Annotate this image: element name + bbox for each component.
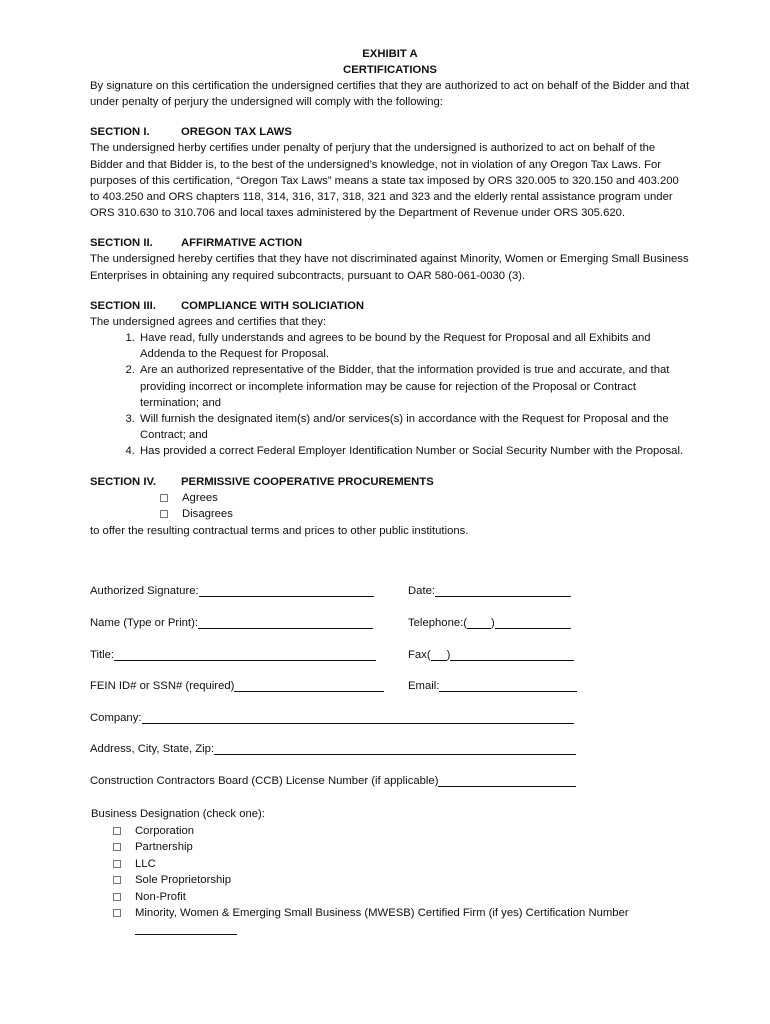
fein-label: FEIN ID# or SSN# (required)	[90, 680, 235, 692]
section-4-tail: to offer the resulting contractual terms and prices to other public institutions.	[90, 524, 469, 537]
disagrees-label: Disagrees	[182, 508, 233, 521]
mwesb-checkbox[interactable]	[113, 909, 121, 917]
certifications-title: CERTIFICATIONS	[343, 64, 437, 76]
partnership-checkbox[interactable]	[113, 843, 121, 851]
title-row	[90, 648, 574, 661]
section-2-heading	[90, 235, 690, 251]
date-label: Date:	[408, 585, 436, 597]
company-row	[90, 711, 574, 724]
telephone-area-input[interactable]	[467, 616, 491, 629]
title-input[interactable]	[114, 648, 376, 661]
business-option-non-profit[interactable]	[91, 889, 629, 906]
ccb-input[interactable]	[438, 774, 576, 787]
fein-input[interactable]	[234, 679, 384, 692]
option-label: Partnership	[135, 841, 193, 853]
section-2-title: AFFIRMATIVE ACTION	[181, 237, 303, 250]
telephone-paren: )	[491, 617, 495, 629]
section-2-body: The undersigned hereby certifies that they have not discriminated against Minority, Women or Emerging Small Business Enterprises in obtaining any required subcontracts, pursuant to OAR 580-061-0030 (3).	[90, 253, 689, 282]
email-label: Email:	[408, 680, 440, 692]
section-3-lead: The undersigned agrees and certifies that they:	[90, 315, 327, 328]
fax-label: Fax(	[408, 649, 431, 661]
option-label: LLC	[135, 857, 156, 870]
agrees-checkbox[interactable]	[160, 494, 168, 502]
agrees-option[interactable]	[90, 490, 690, 507]
list-item: 3. Will furnish the designated item(s) and/or services(s) in accordance with the Request for Proposal and the Contract; and	[138, 411, 690, 443]
list-item: 1. Have read, fully understands and agrees to be bound by the Request for Proposal and all Exhibits and Addenda to the Request for Proposal.	[138, 330, 690, 362]
business-option-corporation[interactable]	[91, 823, 629, 840]
section-1-number: SECTION I.	[90, 126, 150, 139]
ccb-label: Construction Contractors Board (CCB) License Number (if applicable)	[90, 775, 439, 787]
company-label: Company:	[90, 712, 142, 724]
disagrees-option[interactable]	[90, 506, 690, 523]
exhibit-title: EXHIBIT A	[362, 48, 418, 60]
section-3-title: COMPLIANCE WITH SOLICIATION	[181, 299, 365, 312]
signature-label: Authorized Signature:	[90, 585, 199, 597]
corporation-checkbox[interactable]	[113, 827, 121, 835]
title-label: Title:	[90, 649, 115, 661]
name-label: Name (Type or Print):	[90, 617, 198, 629]
email-input[interactable]	[439, 679, 577, 692]
fax-input[interactable]	[450, 648, 574, 661]
list-item: 4. Has provided a correct Federal Employer Identification Number or Social Security Number with the Proposal.	[138, 443, 690, 459]
business-option-mwesb[interactable]	[91, 905, 629, 922]
fax-area-input[interactable]	[431, 648, 447, 661]
section-1-body: The undersigned herby certifies under penalty of perjury that the undersigned is authorized to act on behalf of the Bidder and that Bidder is, to the best of the undersigned’s knowledge, not in violation of any Oregon Tax Laws. For purposes of this certification, “Oregon Tax Laws” means a state tax imposed by ORS 320.005 to 320.150 and 403.200 to 403.250 and ORS chapters 118, 314, 316, 317, 318, 321 and 323 and the elderly rental assistance program under ORS 310.630 to 310.706 and local taxes administered by the Department of Revenue under ORS 305.620.	[90, 142, 679, 220]
telephone-input[interactable]	[495, 616, 571, 629]
option-label: Minority, Women & Emerging Small Business (MWESB) Certified Firm (if yes) Certification Number	[135, 907, 629, 919]
fax-paren: )	[446, 649, 451, 661]
business-designation	[91, 806, 629, 938]
option-label: Sole Proprietorship	[135, 874, 232, 886]
list-item: 2. Are an authorized representative of the Bidder, that the information provided is true and accurate, and that providing incorrect or incomplete information may be cause for rejection of the Proposal or Contract termination; and	[138, 362, 690, 411]
section-4-heading	[90, 474, 690, 490]
company-input[interactable]	[142, 711, 574, 724]
section-4-number: SECTION IV.	[90, 475, 157, 488]
fein-row	[90, 679, 577, 692]
signature-input[interactable]	[199, 584, 374, 597]
business-designation-label: Business Designation (check one):	[91, 808, 265, 820]
ccb-row	[90, 774, 576, 787]
llc-checkbox[interactable]	[113, 860, 121, 868]
telephone-label: Telephone:(	[408, 617, 468, 629]
certification-document	[90, 46, 690, 539]
agrees-label: Agrees	[182, 491, 218, 504]
section-4-title: PERMISSIVE COOPERATIVE PROCUREMENTS	[181, 475, 434, 488]
address-label: Address, City, State, Zip:	[90, 743, 215, 755]
address-input[interactable]	[214, 742, 576, 755]
section-3-heading	[90, 298, 690, 314]
business-option-llc[interactable]	[91, 856, 629, 873]
name-row	[90, 616, 571, 629]
section-3-number: SECTION III.	[90, 299, 156, 312]
date-input[interactable]	[435, 584, 571, 597]
section-3-list	[90, 330, 690, 460]
section-1-heading	[90, 124, 690, 140]
business-option-sole-proprietorship[interactable]	[91, 872, 629, 889]
option-label: Non-Profit	[135, 890, 186, 903]
intro-paragraph: By signature on this certification the undersigned certifies that they are authorized to act on behalf of the Bidder and that under penalty of perjury the undersigned will comply with the following:	[90, 80, 690, 109]
sole-proprietorship-checkbox[interactable]	[113, 876, 121, 884]
name-input[interactable]	[198, 616, 373, 629]
non-profit-checkbox[interactable]	[113, 893, 121, 901]
section-2-number: SECTION II.	[90, 237, 153, 250]
option-label: Corporation	[135, 824, 195, 837]
signature-row	[90, 584, 571, 597]
address-row	[90, 742, 576, 755]
certification-number-input[interactable]	[135, 922, 237, 935]
section-1-title: OREGON TAX LAWS	[181, 126, 292, 139]
disagrees-checkbox[interactable]	[160, 510, 168, 518]
business-option-partnership[interactable]	[91, 839, 629, 856]
